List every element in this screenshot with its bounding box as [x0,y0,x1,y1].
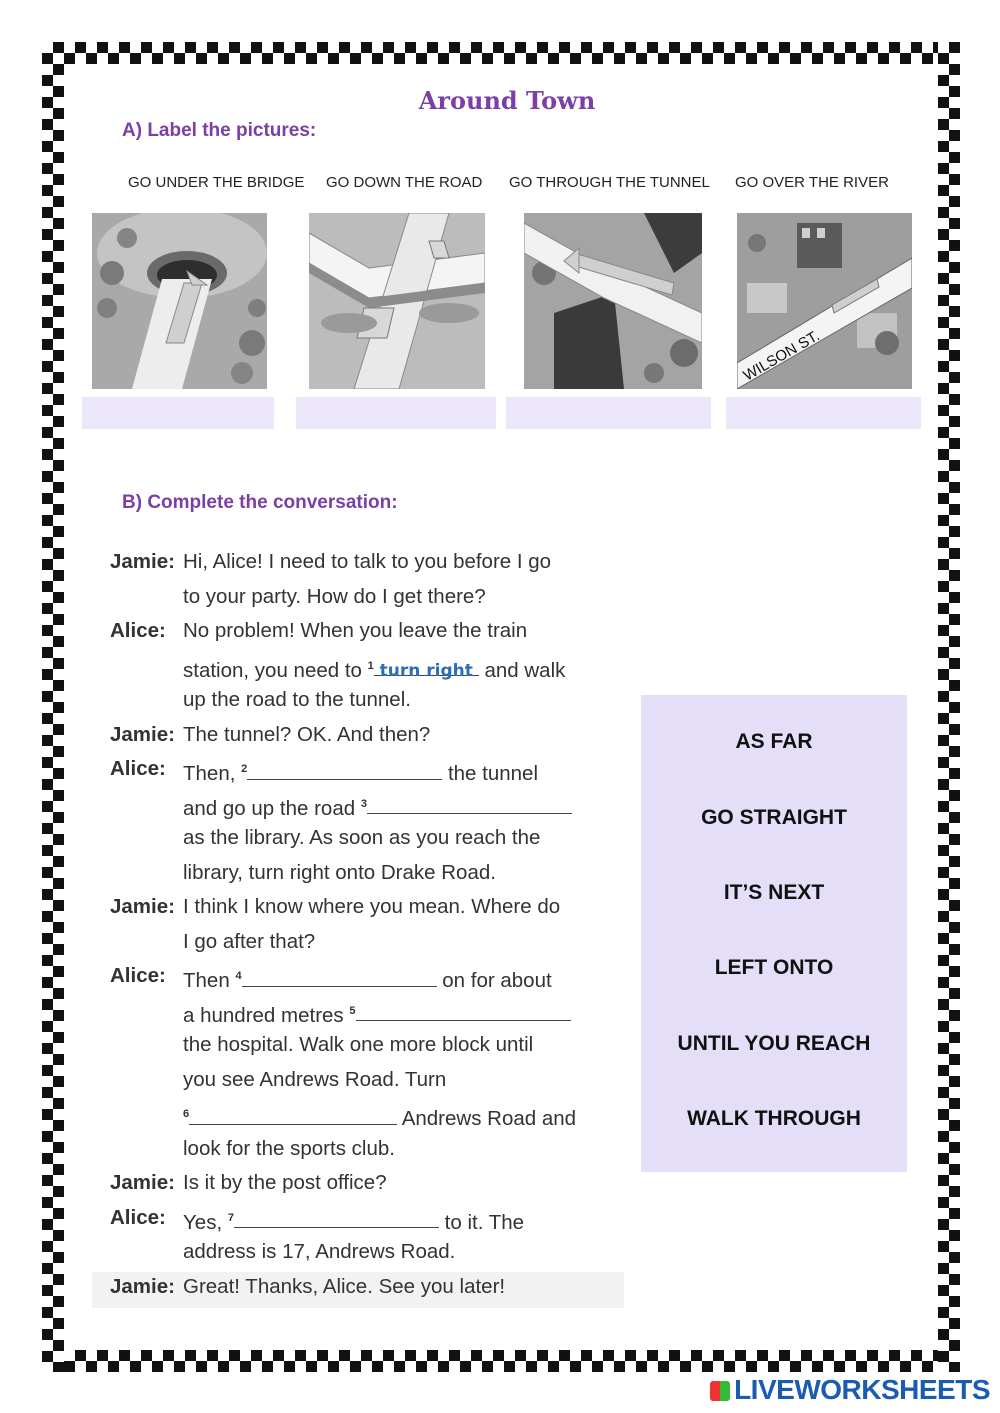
conversation-line: Then, [183,761,236,785]
speaker-alice: Alice: [110,619,166,642]
conversation-line: Yes, [183,1210,223,1234]
word-bank-item[interactable]: AS FAR [735,730,813,753]
speaker-alice: Alice: [110,1205,166,1229]
conversation-line: the hospital. Walk one more block until [183,1033,534,1056]
conversation-line: Andrews Road and [401,1106,577,1130]
conversation-line: to it. The [444,1210,525,1234]
blank-number-2: 2 [241,763,248,775]
speaker-jamie: Jamie: [110,1171,175,1194]
word-bank-item[interactable]: UNTIL YOU REACH [677,1032,871,1055]
answer-input-4[interactable] [726,397,921,429]
blank-number-1: 1 [367,659,374,672]
word-bank [641,695,907,1172]
blank-3[interactable] [367,791,572,814]
conversation-line: I go after that? [183,929,316,953]
conversation-line: Great! Thanks, Alice. See you later! [183,1274,506,1298]
blank-number-3: 3 [360,797,367,810]
section-a-heading: A) Label the pictures: [122,120,317,141]
picture-label-1: GO UNDER THE BRIDGE [128,174,305,191]
speaker-jamie: Jamie: [110,722,175,746]
conversation-line: I think I know where you mean. Where do [183,895,561,918]
conversation-line: a hundred metres [183,1003,344,1027]
speaker-alice: Alice: [110,757,166,780]
street-sign-text: WILSON ST. [740,327,823,385]
tunnel-picture [92,213,267,389]
checkered-border-left [42,42,64,1372]
picture-label-4: GO OVER THE RIVER [735,174,889,191]
speaker-jamie: Jamie: [110,550,175,573]
conversation-line: The tunnel? OK. And then? [183,722,431,746]
word-bank-item[interactable]: IT’S NEXT [723,881,825,904]
page-title: Around Town [418,86,596,115]
conversation-line: up the road to the tunnel. [183,688,411,711]
blank-number-4: 4 [235,970,242,982]
conversation-line: library, turn right onto Drake Road. [183,860,496,884]
liveworksheets-badge-icon [710,1381,730,1401]
bridge-picture [309,213,485,389]
conversation-line: and walk [484,658,566,682]
word-bank-item[interactable]: GO STRAIGHT [701,806,847,829]
conversation-line: No problem! When you leave the train [183,619,528,642]
blank-6[interactable] [189,1102,397,1125]
conversation-line: on for about [442,968,552,992]
conversation-line: you see Andrews Road. Turn [183,1067,447,1091]
conversation-line: to your party. How do I get there? [183,584,486,608]
blank-5[interactable] [356,998,571,1021]
conversation-line: the tunnel [447,761,539,785]
blank-4[interactable] [242,964,437,987]
blank-1 [374,653,479,682]
answer-input-1[interactable] [82,397,274,429]
checkered-border-top [42,42,960,64]
blank-number-5: 5 [349,1004,356,1017]
speaker-jamie: Jamie: [110,895,175,918]
street-picture [737,213,912,389]
example-answer: turn right [379,661,473,682]
picture-label-2: GO DOWN THE ROAD [326,174,483,191]
speaker-jamie: Jamie: [110,1274,175,1298]
picture-label-3: GO THROUGH THE TUNNEL [509,174,710,191]
section-b-heading: B) Complete the conversation: [122,492,398,513]
blank-2[interactable] [247,757,442,780]
checkered-border-right [938,42,960,1372]
speaker-alice: Alice: [110,964,166,987]
answer-input-3[interactable] [506,397,711,429]
conversation-line: as the library. As soon as you reach the [183,826,541,849]
conversation-line: look for the sports club. [183,1136,395,1160]
word-bank-item[interactable]: WALK THROUGH [687,1107,861,1130]
liveworksheets-logo [710,1374,990,1406]
blank-number-6: 6 [183,1108,190,1120]
conversation [110,545,630,1304]
conversation-line: and go up the road [183,796,356,820]
blank-7[interactable] [234,1205,439,1228]
blank-number-7: 7 [227,1211,234,1224]
answer-input-2[interactable] [296,397,496,429]
conversation-line: Is it by the post office? [183,1171,387,1194]
word-bank-item[interactable]: LEFT ONTO [714,956,834,979]
river-bridge-picture [524,213,702,389]
conversation-line: Then [183,968,230,992]
conversation-line: Hi, Alice! I need to talk to you before I go [183,550,552,573]
conversation-line: address is 17, Andrews Road. [183,1240,456,1263]
checkered-border-bottom [42,1350,960,1372]
liveworksheets-logo-text: LIVEWORKSHEETS [734,1374,990,1405]
conversation-line: station, you need to [183,658,362,682]
